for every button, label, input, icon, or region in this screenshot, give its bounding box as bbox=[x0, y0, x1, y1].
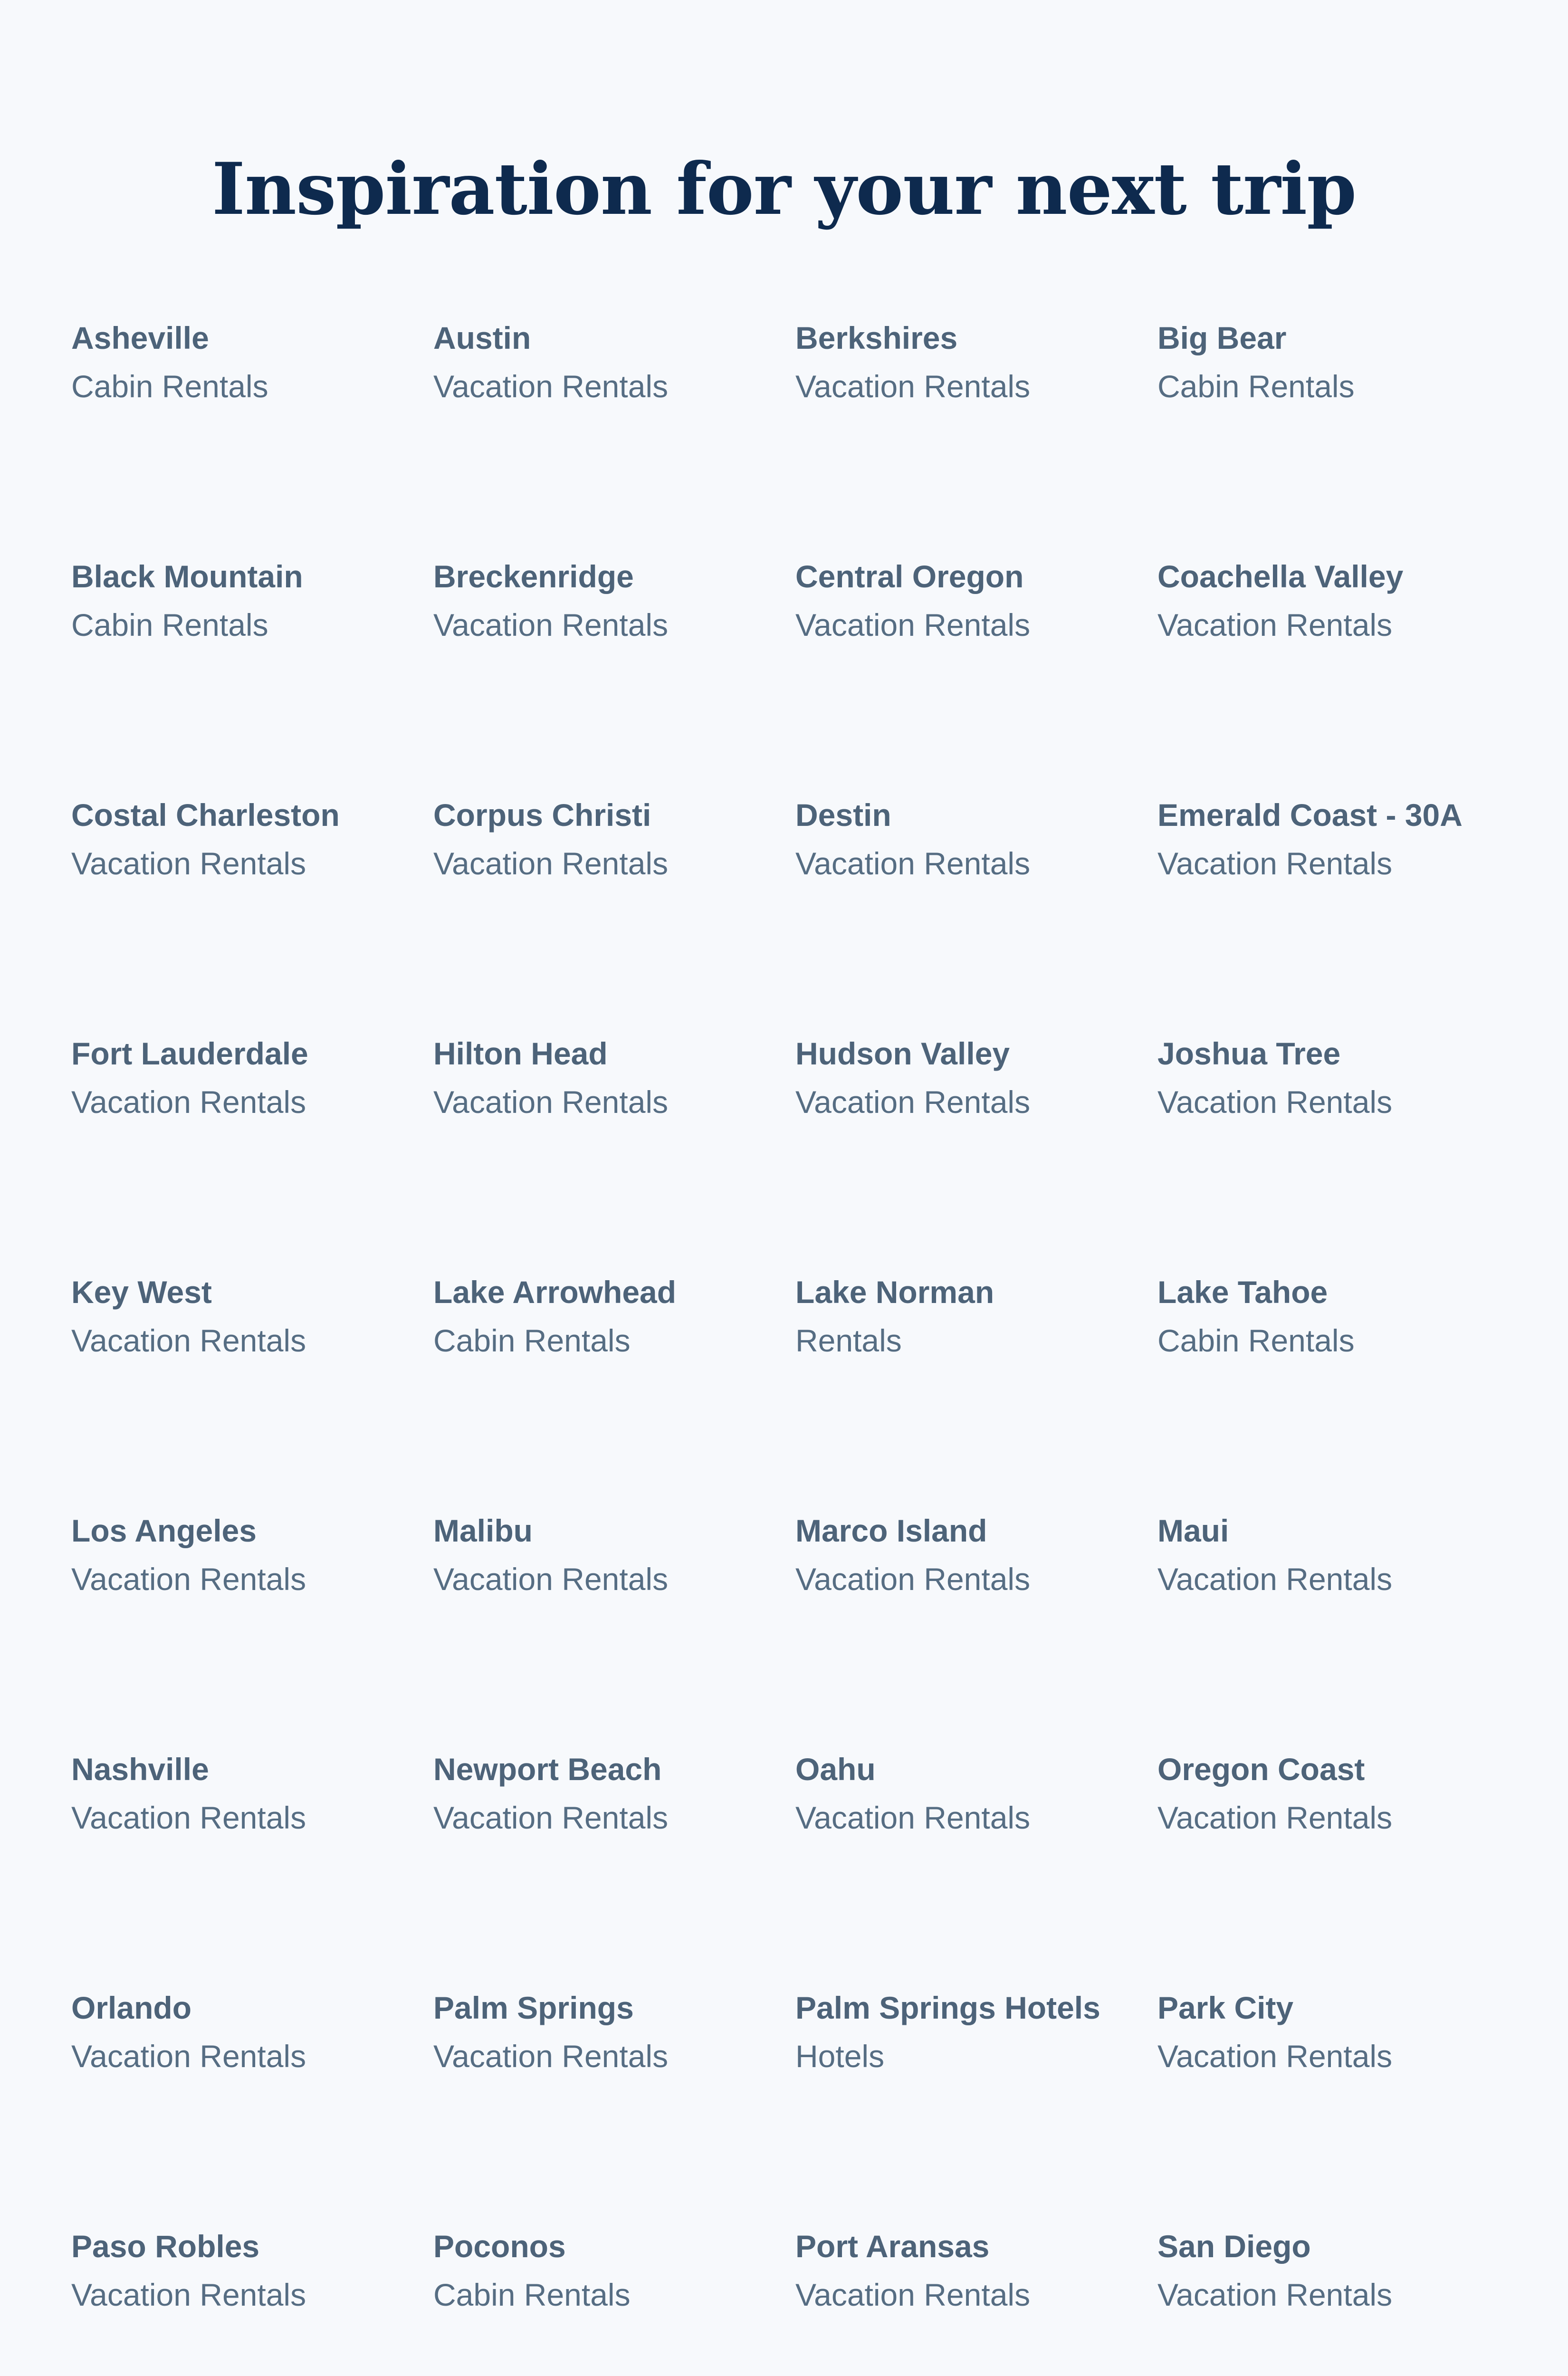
destination-item bbox=[433, 2222, 795, 2376]
destination-link[interactable] bbox=[71, 2222, 433, 2319]
destination-link[interactable] bbox=[795, 2222, 1157, 2319]
section-title: Inspiration for your next trip bbox=[211, 147, 1357, 231]
destination-item bbox=[795, 2222, 1157, 2376]
destination-name: Hilton Head bbox=[433, 1036, 608, 1071]
destination-name: Oahu bbox=[795, 1752, 876, 1787]
destination-rental-type: Hotels bbox=[795, 2039, 885, 2074]
destination-name: Fort Lauderdale bbox=[71, 1036, 308, 1071]
destination-item bbox=[1157, 1983, 1516, 2222]
destination-link[interactable] bbox=[71, 1268, 433, 1365]
destination-item bbox=[795, 1745, 1157, 1983]
destination-rental-type: Rentals bbox=[795, 1323, 902, 1358]
destination-rental-type: Vacation Rentals bbox=[433, 2039, 669, 2074]
destination-item bbox=[1157, 1745, 1516, 1983]
destination-rental-type: Cabin Rentals bbox=[433, 1323, 631, 1358]
destination-link[interactable] bbox=[1157, 2222, 1516, 2319]
destination-rental-type: Vacation Rentals bbox=[1157, 2039, 1393, 2074]
destination-name: Palm Springs bbox=[433, 1990, 634, 2025]
destination-rental-type: Vacation Rentals bbox=[71, 1084, 306, 1120]
destination-name: Poconos bbox=[433, 2229, 566, 2264]
destination-name: Black Mountain bbox=[71, 559, 303, 594]
destination-link[interactable] bbox=[1157, 552, 1516, 649]
destination-item bbox=[1157, 1029, 1516, 1268]
destination-link[interactable] bbox=[795, 1983, 1157, 2080]
destination-rental-type: Cabin Rentals bbox=[1157, 1323, 1355, 1358]
destination-item bbox=[71, 1745, 433, 1983]
destination-rental-type: Vacation Rentals bbox=[71, 2277, 306, 2312]
destination-link[interactable] bbox=[433, 1506, 795, 1603]
destination-name: Corpus Christi bbox=[433, 797, 651, 833]
destination-name: Destin bbox=[795, 797, 891, 833]
destination-item bbox=[795, 1983, 1157, 2222]
destination-link[interactable] bbox=[433, 552, 795, 649]
destination-name: Maui bbox=[1157, 1513, 1229, 1548]
destination-link[interactable] bbox=[71, 1506, 433, 1603]
destination-name: Coachella Valley bbox=[1157, 559, 1404, 594]
destination-item bbox=[1157, 1506, 1516, 1745]
destination-grid bbox=[71, 314, 1516, 2376]
destination-item bbox=[71, 552, 433, 791]
destination-item bbox=[433, 1983, 795, 2222]
destination-link[interactable] bbox=[795, 1268, 1157, 1365]
destination-name: Asheville bbox=[71, 320, 209, 355]
destination-name: Joshua Tree bbox=[1157, 1036, 1341, 1071]
destination-link[interactable] bbox=[433, 1268, 795, 1365]
destination-link[interactable] bbox=[71, 552, 433, 649]
destination-item bbox=[71, 1029, 433, 1268]
destination-rental-type: Vacation Rentals bbox=[1157, 1800, 1393, 1835]
destination-link[interactable] bbox=[795, 1029, 1157, 1126]
destination-item bbox=[433, 1506, 795, 1745]
destination-link[interactable] bbox=[1157, 1506, 1516, 1603]
destination-link[interactable] bbox=[1157, 1983, 1516, 2080]
destination-item bbox=[71, 1983, 433, 2222]
destination-name: Breckenridge bbox=[433, 559, 634, 594]
destination-link[interactable] bbox=[433, 1983, 795, 2080]
destination-rental-type: Vacation Rentals bbox=[1157, 1084, 1393, 1120]
destination-item bbox=[795, 314, 1157, 552]
destination-rental-type: Vacation Rentals bbox=[795, 846, 1031, 881]
destination-rental-type: Vacation Rentals bbox=[71, 1323, 306, 1358]
destination-name: Emerald Coast - 30A bbox=[1157, 797, 1463, 833]
destination-item bbox=[433, 1268, 795, 1506]
destination-link[interactable] bbox=[433, 1745, 795, 1842]
destination-item bbox=[1157, 791, 1516, 1029]
destination-link[interactable] bbox=[433, 2222, 795, 2319]
destination-rental-type: Vacation Rentals bbox=[71, 846, 306, 881]
destination-name: Palm Springs Hotels bbox=[795, 1990, 1100, 2025]
destination-name: Malibu bbox=[433, 1513, 533, 1548]
destination-item bbox=[795, 1029, 1157, 1268]
destination-rental-type: Vacation Rentals bbox=[795, 607, 1031, 642]
destination-rental-type: Vacation Rentals bbox=[1157, 607, 1393, 642]
destination-name: Nashville bbox=[71, 1752, 209, 1787]
destination-link[interactable] bbox=[795, 1745, 1157, 1842]
destination-name: Central Oregon bbox=[795, 559, 1024, 594]
destination-rental-type: Vacation Rentals bbox=[433, 846, 669, 881]
destination-item bbox=[1157, 2222, 1516, 2376]
destination-rental-type: Vacation Rentals bbox=[795, 1800, 1031, 1835]
destination-link[interactable] bbox=[433, 791, 795, 888]
destination-rental-type: Vacation Rentals bbox=[1157, 2277, 1393, 2312]
destination-rental-type: Cabin Rentals bbox=[433, 2277, 631, 2312]
destination-link[interactable] bbox=[1157, 1745, 1516, 1842]
destination-rental-type: Vacation Rentals bbox=[433, 1084, 669, 1120]
destination-link[interactable] bbox=[1157, 314, 1516, 411]
destination-item bbox=[1157, 1268, 1516, 1506]
destination-name: Key West bbox=[71, 1274, 212, 1310]
destination-rental-type: Vacation Rentals bbox=[795, 1562, 1031, 1597]
destination-item bbox=[71, 2222, 433, 2376]
destination-rental-type: Cabin Rentals bbox=[71, 369, 268, 404]
destination-item bbox=[71, 1268, 433, 1506]
destination-item bbox=[433, 314, 795, 552]
destination-name: Lake Arrowhead bbox=[433, 1274, 677, 1310]
destination-rental-type: Vacation Rentals bbox=[1157, 1562, 1393, 1597]
destination-link[interactable] bbox=[71, 1029, 433, 1126]
destination-name: Lake Norman bbox=[795, 1274, 994, 1310]
destination-link[interactable] bbox=[71, 791, 433, 888]
destination-name: Marco Island bbox=[795, 1513, 987, 1548]
destination-link[interactable] bbox=[795, 314, 1157, 411]
destination-name: Berkshires bbox=[795, 320, 958, 355]
destination-name: Los Angeles bbox=[71, 1513, 257, 1548]
destination-link[interactable] bbox=[71, 1745, 433, 1842]
destination-rental-type: Vacation Rentals bbox=[71, 1800, 306, 1835]
destination-item bbox=[433, 552, 795, 791]
destination-name: Hudson Valley bbox=[795, 1036, 1010, 1071]
destination-item bbox=[71, 314, 433, 552]
destination-rental-type: Vacation Rentals bbox=[433, 1800, 669, 1835]
destination-rental-type: Vacation Rentals bbox=[433, 1562, 669, 1597]
destination-link[interactable] bbox=[795, 552, 1157, 649]
destination-name: Orlando bbox=[71, 1990, 192, 2025]
destination-item bbox=[795, 1506, 1157, 1745]
destination-name: Oregon Coast bbox=[1157, 1752, 1365, 1787]
destination-item bbox=[795, 552, 1157, 791]
destination-link[interactable] bbox=[1157, 1029, 1516, 1126]
destination-name: San Diego bbox=[1157, 2229, 1311, 2264]
destination-link[interactable] bbox=[433, 1029, 795, 1126]
destination-name: Costal Charleston bbox=[71, 797, 340, 833]
destination-rental-type: Vacation Rentals bbox=[433, 369, 669, 404]
destination-link[interactable] bbox=[1157, 791, 1516, 888]
destination-item bbox=[1157, 314, 1516, 552]
destination-item bbox=[795, 791, 1157, 1029]
destination-item bbox=[71, 1506, 433, 1745]
destination-name: Paso Robles bbox=[71, 2229, 260, 2264]
destination-rental-type: Cabin Rentals bbox=[71, 607, 268, 642]
destination-rental-type: Vacation Rentals bbox=[795, 1084, 1031, 1120]
destination-rental-type: Vacation Rentals bbox=[795, 369, 1031, 404]
destination-rental-type: Vacation Rentals bbox=[1157, 846, 1393, 881]
destination-rental-type: Vacation Rentals bbox=[433, 607, 669, 642]
destination-item bbox=[71, 791, 433, 1029]
destination-name: Austin bbox=[433, 320, 531, 355]
destination-link[interactable] bbox=[71, 314, 433, 411]
destination-link[interactable] bbox=[433, 314, 795, 411]
destination-item bbox=[433, 1029, 795, 1268]
destination-name: Park City bbox=[1157, 1990, 1294, 2025]
destination-item bbox=[433, 1745, 795, 1983]
destination-name: Lake Tahoe bbox=[1157, 1274, 1328, 1310]
destination-link[interactable] bbox=[795, 1506, 1157, 1603]
destination-rental-type: Vacation Rentals bbox=[71, 1562, 306, 1597]
destination-link[interactable] bbox=[795, 791, 1157, 888]
destination-name: Port Aransas bbox=[795, 2229, 990, 2264]
destination-item bbox=[1157, 552, 1516, 791]
destination-link[interactable] bbox=[1157, 1268, 1516, 1365]
destination-item bbox=[433, 791, 795, 1029]
destination-name: Big Bear bbox=[1157, 320, 1287, 355]
destination-rental-type: Vacation Rentals bbox=[795, 2277, 1031, 2312]
destination-item bbox=[795, 1268, 1157, 1506]
destination-link[interactable] bbox=[71, 1983, 433, 2080]
destination-rental-type: Cabin Rentals bbox=[1157, 369, 1355, 404]
destination-rental-type: Vacation Rentals bbox=[71, 2039, 306, 2074]
destination-name: Newport Beach bbox=[433, 1752, 662, 1787]
